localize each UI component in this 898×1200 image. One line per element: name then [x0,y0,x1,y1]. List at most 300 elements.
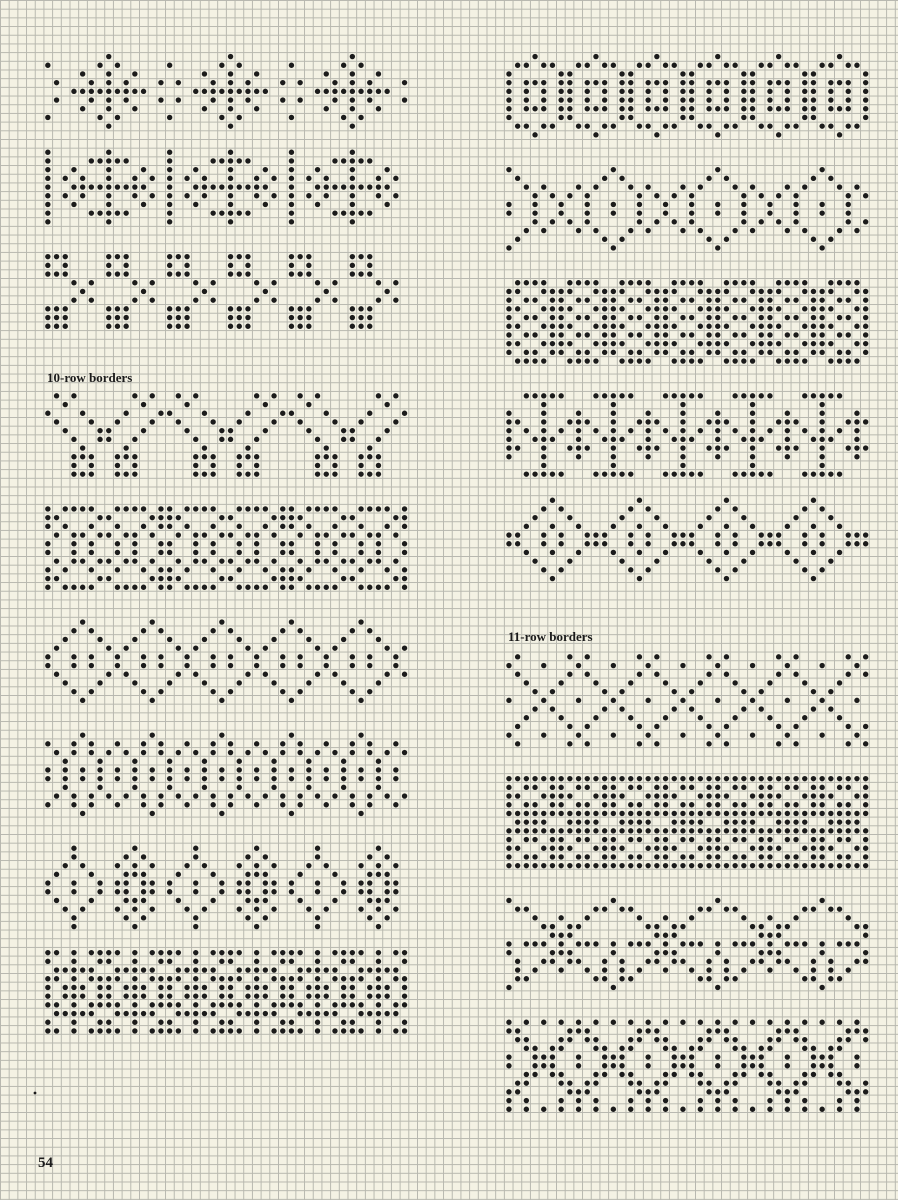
stitch-dot [863,71,868,76]
stitch-dot [193,750,198,755]
stitch-dot [63,263,68,268]
stitch-dot [80,585,85,590]
stitch-dot [393,802,398,807]
stitch-dot [315,1002,320,1007]
stitch-dot [393,1011,398,1016]
stitch-dot [628,184,633,189]
stitch-dot [846,802,851,807]
stitch-dot [802,1098,807,1103]
stitch-dot [176,515,181,520]
stitch-dot [785,959,790,964]
stitch-dot [367,184,372,189]
stitch-dot [324,985,329,990]
stitch-dot [280,793,285,798]
stitch-dot [341,63,346,68]
stitch-dot [245,271,250,276]
stitch-dot [741,89,746,94]
stitch-dot [567,115,572,120]
stitch-dot [654,324,659,329]
stitch-dot [393,1002,398,1007]
stitch-dot [158,654,163,659]
stitch-dot [202,776,207,781]
stitch-dot [802,306,807,311]
stitch-dot [550,1063,555,1068]
stitch-dot [767,1072,772,1077]
stitch-dot [767,106,772,111]
stitch-dot [115,906,120,911]
stitch-dot [245,558,250,563]
stitch-dot [289,150,294,155]
stitch-dot [271,880,276,885]
stitch-dot [724,498,729,503]
stitch-dot [689,437,694,442]
stitch-dot [532,193,537,198]
stitch-dot [141,967,146,972]
stitch-dot [750,184,755,189]
stitch-dot [672,324,677,329]
stitch-dot [854,793,859,798]
stitch-dot [315,889,320,894]
stitch-dot [550,793,555,798]
stitch-dot [315,880,320,885]
stitch-dot [602,689,607,694]
stitch-dot [184,663,189,668]
stitch-dot [237,524,242,529]
stitch-dot [663,202,668,207]
stitch-dot [567,358,572,363]
stitch-dot [706,176,711,181]
stitch-dot [106,89,111,94]
stitch-dot [785,1098,790,1103]
stitch-dot [506,811,511,816]
stitch-dot [837,828,842,833]
stitch-dot [506,828,511,833]
stitch-dot [672,1072,677,1077]
stitch-dot [567,828,572,833]
stitch-dot [254,176,259,181]
stitch-dot [828,80,833,85]
stitch-dot [106,976,111,981]
stitch-dot [306,506,311,511]
stitch-dot [263,167,268,172]
stitch-dot [750,393,755,398]
stitch-dot [828,863,833,868]
stitch-dot [324,993,329,998]
stitch-dot [106,71,111,76]
stitch-dot [715,106,720,111]
stitch-dot [71,550,76,555]
stitch-dot [785,785,790,790]
stitch-dot [645,358,650,363]
stitch-dot [524,297,529,302]
stitch-dot [741,837,746,842]
stitch-dot [506,776,511,781]
stitch-dot [332,419,337,424]
stitch-dot [793,315,798,320]
stitch-dot [854,428,859,433]
stitch-dot [324,906,329,911]
stitch-dot [611,985,616,990]
stitch-dot [750,959,755,964]
stitch-dot [672,358,677,363]
stitch-dot [158,750,163,755]
stitch-dot [358,210,363,215]
stitch-dot [132,532,137,537]
stitch-dot [811,332,816,337]
stitch-dot [202,637,207,642]
stitch-dot [167,254,172,259]
stitch-dot [767,811,772,816]
stitch-dot [828,976,833,981]
stitch-dot [97,785,102,790]
stitch-dot [593,976,598,981]
stitch-dot [271,680,276,685]
stitch-dot [80,985,85,990]
stitch-dot [97,515,102,520]
stitch-dot [167,950,172,955]
stitch-dot [750,811,755,816]
stitch-dot [802,1107,807,1112]
stitch-dot [837,906,842,911]
stitch-dot [280,1028,285,1033]
stitch-dot [837,863,842,868]
stitch-dot [637,941,642,946]
stitch-dot [785,97,790,102]
stitch-dot [289,515,294,520]
stitch-dot [167,115,172,120]
stitch-dot [280,654,285,659]
stitch-dot [819,245,824,250]
stitch-dot [358,889,363,894]
stitch-dot [315,202,320,207]
stitch-dot [680,1063,685,1068]
stitch-dot [837,350,842,355]
stitch-dot [593,715,598,720]
stitch-dot [193,184,198,189]
stitch-dot [532,332,537,337]
stitch-dot [71,1028,76,1033]
stitch-dot [106,306,111,311]
stitch-dot [193,846,198,851]
stitch-dot [184,524,189,529]
stitch-dot [219,732,224,737]
stitch-dot [176,1028,181,1033]
stitch-dot [97,767,102,772]
stitch-dot [741,1063,746,1068]
stitch-dot [541,532,546,537]
stitch-dot [289,811,294,816]
stitch-dot [741,785,746,790]
stitch-dot [759,63,764,68]
stitch-dot [358,115,363,120]
stitch-dot [228,558,233,563]
stitch-dot [628,941,633,946]
stitch-dot [541,793,546,798]
stitch-dot [724,828,729,833]
stitch-dot [358,454,363,459]
stitch-dot [567,863,572,868]
stitch-dot [254,550,259,555]
stitch-dot [828,811,833,816]
stitch-dot [176,872,181,877]
stitch-dot [193,915,198,920]
stitch-dot [245,967,250,972]
stitch-dot [167,541,172,546]
stitch-dot [541,437,546,442]
stitch-dot [576,1054,581,1059]
stitch-dot [585,63,590,68]
stitch-dot [698,358,703,363]
stitch-dot [811,550,816,555]
stitch-dot [80,89,85,94]
stitch-dot [141,663,146,668]
stitch-dot [71,471,76,476]
stitch-dot [350,1028,355,1033]
stitch-dot [71,689,76,694]
stitch-dot [193,672,198,677]
stitch-dot [63,402,68,407]
stitch-dot [297,254,302,259]
stitch-dot [245,793,250,798]
stitch-dot [106,54,111,59]
stitch-dot [680,924,685,929]
stitch-dot [341,950,346,955]
stitch-dot [393,776,398,781]
stitch-dot [350,71,355,76]
stitch-dot [254,463,259,468]
stitch-dot [793,915,798,920]
stitch-dot [358,63,363,68]
stitch-dot [132,71,137,76]
stitch-dot [350,993,355,998]
stitch-dot [367,854,372,859]
stitch-dot [106,645,111,650]
stitch-dot [150,280,155,285]
stitch-dot [828,515,833,520]
stitch-dot [793,741,798,746]
stitch-dot [732,715,737,720]
stitch-dot [506,89,511,94]
stitch-dot [367,689,372,694]
stitch-dot [680,297,685,302]
stitch-dot [558,210,563,215]
stitch-dot [384,585,389,590]
stitch-dot [689,802,694,807]
stitch-dot [271,297,276,302]
stitch-dot [254,1011,259,1016]
stitch-dot [358,419,363,424]
stitch-dot [210,585,215,590]
stitch-dot [63,585,68,590]
stitch-dot [306,176,311,181]
stitch-dot [759,350,764,355]
stitch-dot [141,889,146,894]
stitch-dot [767,332,772,337]
stitch-dot [863,541,868,546]
stitch-dot [63,759,68,764]
stitch-dot [828,97,833,102]
stitch-dot [854,541,859,546]
stitch-dot [672,1046,677,1051]
stitch-dot [654,306,659,311]
stitch-dot [106,80,111,85]
stitch-dot [367,993,372,998]
stitch-dot [828,819,833,824]
stitch-dot [558,854,563,859]
stitch-dot [793,967,798,972]
stitch-dot [158,689,163,694]
stitch-dot [680,854,685,859]
stitch-dot [558,802,563,807]
stitch-dot [106,219,111,224]
stitch-dot [576,959,581,964]
stitch-dot [741,863,746,868]
stitch-dot [628,802,633,807]
stitch-dot [376,280,381,285]
stitch-dot [89,950,94,955]
stitch-dot [193,985,198,990]
stitch-dot [715,80,720,85]
stitch-dot [541,1054,546,1059]
stitch-dot [332,210,337,215]
stitch-dot [515,280,520,285]
stitch-dot [637,654,642,659]
stitch-dot [776,741,781,746]
stitch-dot [672,793,677,798]
stitch-dot [811,1072,816,1077]
stitch-dot [254,663,259,668]
stitch-dot [193,854,198,859]
stitch-dot [602,837,607,842]
stitch-dot [732,315,737,320]
stitch-dot [767,1107,772,1112]
stitch-dot [663,297,668,302]
stitch-dot [863,89,868,94]
stitch-dot [324,585,329,590]
stitch-dot [71,846,76,851]
stitch-dot [289,880,294,885]
stitch-dot [367,506,372,511]
stitch-dot [567,1080,572,1085]
stitch-dot [80,411,85,416]
stitch-dot [828,237,833,242]
stitch-dot [237,184,242,189]
stitch-dot [202,176,207,181]
stitch-dot [515,445,520,450]
stitch-dot [793,1028,798,1033]
stitch-dot [271,976,276,981]
stitch-dot [793,1080,798,1085]
stitch-dot [724,724,729,729]
stitch-dot [393,576,398,581]
stitch-dot [793,672,798,677]
stitch-dot [585,358,590,363]
stitch-dot [524,97,529,102]
stitch-dot [350,89,355,94]
stitch-dot [393,863,398,868]
stitch-dot [819,454,824,459]
stitch-dot [785,854,790,859]
stitch-dot [802,184,807,189]
stitch-dot [637,819,642,824]
stitch-dot [619,811,624,816]
stitch-dot [663,1080,668,1085]
stitch-dot [315,550,320,555]
stitch-dot [645,1028,650,1033]
stitch-dot [150,967,155,972]
stitch-dot [802,567,807,572]
stitch-dot [263,750,268,755]
stitch-dot [167,959,172,964]
stitch-dot [854,1054,859,1059]
stitch-dot [54,576,59,581]
stitch-dot [384,428,389,433]
stitch-dot [776,445,781,450]
stitch-dot [89,550,94,555]
stitch-dot [332,1002,337,1007]
stitch-dot [541,776,546,781]
stitch-dot [506,445,511,450]
stitch-dot [550,350,555,355]
stitch-dot [54,254,59,259]
stitch-dot [254,184,259,189]
stitch-dot [254,993,259,998]
stitch-dot [724,237,729,242]
stitch-dot [202,985,207,990]
stitch-dot [819,341,824,346]
stitch-dot [150,1011,155,1016]
stitch-dot [524,863,529,868]
stitch-dot [776,950,781,955]
stitch-dot [106,950,111,955]
stitch-dot [280,97,285,102]
stitch-dot [654,933,659,938]
stitch-dot [524,184,529,189]
stitch-dot [759,959,764,964]
stitch-dot [384,915,389,920]
stitch-dot [254,959,259,964]
stitch-dot [367,558,372,563]
stitch-dot [132,985,137,990]
stitch-dot [280,628,285,633]
stitch-dot [619,967,624,972]
stitch-dot [80,106,85,111]
stitch-dot [315,993,320,998]
stitch-dot [846,202,851,207]
stitch-dot [506,454,511,459]
stitch-dot [680,819,685,824]
stitch-dot [350,106,355,111]
stitch-dot [515,1089,520,1094]
stitch-dot [785,776,790,781]
stitch-dot [863,306,868,311]
stitch-dot [71,967,76,972]
stitch-dot [802,471,807,476]
stitch-dot [767,785,772,790]
stitch-dot [123,210,128,215]
stitch-dot [628,715,633,720]
stitch-dot [97,184,102,189]
stitch-dot [654,802,659,807]
stitch-dot [358,524,363,529]
stitch-dot [289,767,294,772]
stitch-dot [332,89,337,94]
stitch-dot [80,454,85,459]
stitch-dot [280,976,285,981]
stitch-dot [289,210,294,215]
stitch-dot [350,193,355,198]
stitch-dot [115,210,120,215]
